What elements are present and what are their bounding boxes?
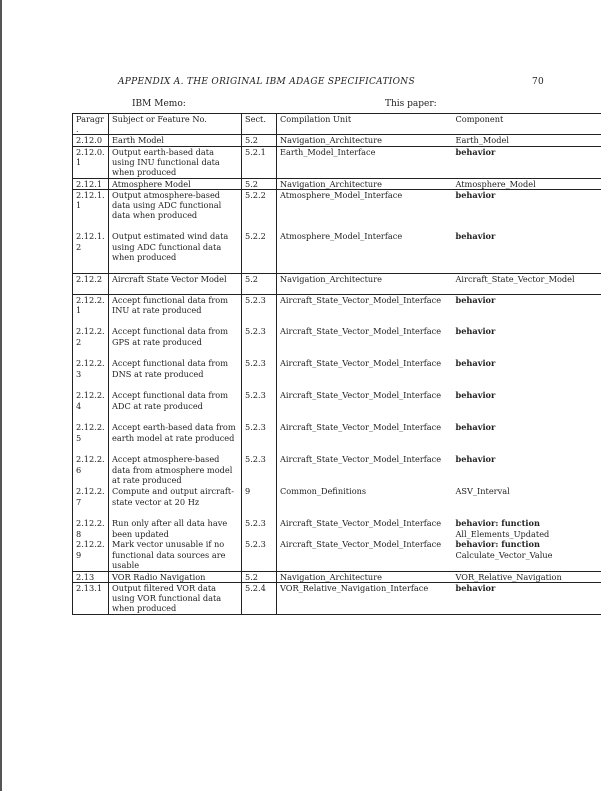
cell-component xyxy=(453,294,601,326)
cell-subject: Mark vector unusable if no functional data sources are usable xyxy=(109,539,242,571)
cell-sect: 5.2.2 xyxy=(242,231,277,273)
cell-paragr: 2.13 xyxy=(73,571,109,582)
component-name: behavior xyxy=(455,454,496,465)
cell-sect: 5.2.1 xyxy=(242,146,277,178)
col-header-sect: Sect. xyxy=(242,114,277,135)
component-name: behavior: function xyxy=(455,539,540,550)
cell-compilation-unit: Navigation_Architecture xyxy=(277,135,453,146)
component-name: behavior xyxy=(455,390,496,401)
cell-compilation-unit: Aircraft_State_Vector_Model_Interface xyxy=(280,454,442,465)
cell-component xyxy=(453,571,601,582)
cell-subject: Compute and output aircraft-state vector at 20 Hz xyxy=(109,486,242,518)
cell-compilation-unit: Navigation_Architecture xyxy=(277,273,453,294)
cell-compilation-unit: Atmosphere_Model_Interface xyxy=(280,189,403,200)
component-function-name: Calculate_Vector_Value xyxy=(455,549,553,560)
cell-sect: 5.2.3 xyxy=(242,518,277,539)
cell-compilation-unit: Aircraft_State_Vector_Model_Interface xyxy=(280,390,442,401)
cell-compilation-unit: VOR_Relative_Navigation_Interface xyxy=(277,583,453,615)
cell-compilation-unit: Aircraft_State_Vector_Model_Interface xyxy=(280,518,442,529)
cell-sect: 5.2.3 xyxy=(242,390,277,422)
cell-paragr: 2.12.1.1 xyxy=(73,189,109,231)
cell-compilation-unit: Atmosphere_Model_Interface xyxy=(277,231,453,273)
cell-component xyxy=(453,326,601,358)
cell-subject: Output earth-based data using INU functional data when produced xyxy=(109,146,242,178)
table-row xyxy=(73,273,601,294)
cell-sect: 5.2.3 xyxy=(242,539,277,571)
cell-component xyxy=(453,189,601,231)
memo-header-row xyxy=(72,99,600,111)
cell-compilation-unit: Navigation_Architecture xyxy=(277,178,453,189)
cell-sect: 9 xyxy=(242,486,277,518)
cell-component xyxy=(453,539,601,571)
table-row xyxy=(73,571,601,582)
col-header-component: Component xyxy=(453,114,601,135)
component-name: behavior xyxy=(455,358,496,369)
ibm-memo-label: IBM Memo: xyxy=(132,99,186,109)
cell-compilation-unit: Navigation_Architecture xyxy=(277,571,453,582)
cell-subject: Accept functional data from INU at rate produced xyxy=(109,294,242,326)
page-edge-line xyxy=(0,0,2,791)
table-row xyxy=(73,486,601,518)
cell-compilation-unit: Aircraft_State_Vector_Model_Interface xyxy=(280,422,442,433)
table-body xyxy=(73,135,601,615)
cell-paragr: 2.12.2.7 xyxy=(73,486,109,518)
component-name: behavior xyxy=(455,146,496,157)
table-row xyxy=(73,326,601,358)
component-name: behavior xyxy=(455,422,496,433)
page-number: 70 xyxy=(531,77,544,87)
cell-compilation-unit: Earth_Model_Interface xyxy=(277,146,453,178)
cell-subject: Output filtered VOR data using VOR functional data when produced xyxy=(109,583,242,615)
cell-paragr: 2.12.2.9 xyxy=(73,539,109,571)
table-row xyxy=(73,539,601,571)
col-header-subject: Subject or Feature No. xyxy=(109,114,242,135)
cell-component xyxy=(453,583,601,615)
cell-paragr: 2.12.2.2 xyxy=(73,326,109,358)
cell-paragr: 2.12.2.5 xyxy=(73,422,109,454)
cell-component xyxy=(453,518,601,539)
cell-sect: 5.2 xyxy=(242,571,277,582)
cell-subject: VOR Radio Navigation xyxy=(109,571,242,582)
table-row xyxy=(73,294,601,326)
component-function-name: All_Elements_Updated xyxy=(455,528,550,539)
component-name: behavior xyxy=(455,189,496,200)
cell-component xyxy=(453,454,601,486)
cell-compilation-unit: Aircraft_State_Vector_Model_Interface xyxy=(277,539,453,571)
table-row xyxy=(73,454,601,486)
specification-table xyxy=(72,113,601,615)
cell-subject: Output atmosphere-based data using ADC functional data when produced xyxy=(109,189,242,231)
table-row xyxy=(73,178,601,189)
component-name: behavior xyxy=(455,583,496,594)
cell-compilation-unit: Aircraft_State_Vector_Model_Interface xyxy=(280,294,442,305)
cell-paragr: 2.12.2.6 xyxy=(73,454,109,486)
component-name: Earth_Model xyxy=(455,135,509,146)
cell-subject: Earth Model xyxy=(109,135,242,146)
cell-component xyxy=(453,273,601,294)
cell-sect: 5.2.3 xyxy=(242,358,277,390)
cell-sect: 5.2 xyxy=(242,178,277,189)
cell-paragr: 2.12.0.1 xyxy=(73,146,109,178)
table-row xyxy=(73,189,601,231)
table-row xyxy=(73,231,601,273)
cell-sect: 5.2.3 xyxy=(242,294,277,326)
table-row xyxy=(73,390,601,422)
cell-component xyxy=(453,231,601,273)
cell-subject: Accept functional data from ADC at rate produced xyxy=(109,390,242,422)
cell-sect: 5.2.3 xyxy=(242,326,277,358)
component-name: VOR_Relative_Navigation xyxy=(455,571,562,582)
cell-subject: Accept functional data from GPS at rate produced xyxy=(109,326,242,358)
cell-component xyxy=(453,390,601,422)
cell-sect: 5.2.3 xyxy=(242,454,277,486)
cell-paragr: 2.12.2.1 xyxy=(73,294,109,326)
table-row xyxy=(73,358,601,390)
cell-subject: Accept earth-based data from earth model at rate produced xyxy=(109,422,242,454)
col-header-unit: Compilation Unit xyxy=(277,114,453,135)
table-header-row xyxy=(73,114,601,135)
cell-subject: Atmosphere Model xyxy=(109,178,242,189)
cell-compilation-unit: Common_Definitions xyxy=(280,486,367,497)
table-row xyxy=(73,518,601,539)
appendix-title: APPENDIX A. THE ORIGINAL IBM ADAGE SPECIFICATIONS xyxy=(118,77,415,87)
cell-paragr: 2.12.2.8 xyxy=(73,518,109,539)
table-row xyxy=(73,583,601,615)
cell-sect: 5.2 xyxy=(242,135,277,146)
cell-sect: 5.2 xyxy=(242,273,277,294)
cell-subject: Run only after all data have been updated xyxy=(109,518,242,539)
component-name: Aircraft_State_Vector_Model xyxy=(455,273,575,284)
this-paper-label: This paper: xyxy=(385,99,437,109)
cell-paragr: 2.12.0 xyxy=(73,135,109,146)
cell-sect: 5.2.3 xyxy=(242,422,277,454)
cell-sect: 5.2.4 xyxy=(242,583,277,615)
component-name: Atmosphere_Model xyxy=(455,178,536,189)
component-name: ASV_Interval xyxy=(455,486,510,497)
col-header-paragr: Paragr. xyxy=(73,114,109,135)
cell-subject: Aircraft State Vector Model xyxy=(109,273,242,294)
cell-compilation-unit: Aircraft_State_Vector_Model_Interface xyxy=(280,326,442,337)
cell-subject: Output estimated wind data using ADC functional data when produced xyxy=(109,231,242,273)
cell-component xyxy=(453,422,601,454)
cell-paragr: 2.12.2.4 xyxy=(73,390,109,422)
component-name: behavior xyxy=(455,294,496,305)
cell-component xyxy=(453,178,601,189)
cell-paragr: 2.13.1 xyxy=(73,583,109,615)
cell-paragr: 2.12.2.3 xyxy=(73,358,109,390)
component-name: behavior: function xyxy=(455,518,540,529)
cell-paragr: 2.12.1 xyxy=(73,178,109,189)
cell-component xyxy=(453,146,601,178)
cell-sect: 5.2.2 xyxy=(242,189,277,231)
table-row xyxy=(73,135,601,146)
component-name: behavior xyxy=(455,231,496,242)
cell-paragr: 2.12.1.2 xyxy=(73,231,109,273)
cell-subject: Accept functional data from DNS at rate produced xyxy=(109,358,242,390)
cell-component xyxy=(453,358,601,390)
cell-subject: Accept atmosphere-based data from atmosphere model at rate produced xyxy=(109,454,242,486)
cell-compilation-unit: Aircraft_State_Vector_Model_Interface xyxy=(280,358,442,369)
page-header xyxy=(118,77,544,91)
table-row xyxy=(73,422,601,454)
table-row xyxy=(73,146,601,178)
cell-paragr: 2.12.2 xyxy=(73,273,109,294)
cell-component xyxy=(453,486,601,518)
cell-component xyxy=(453,135,601,146)
component-name: behavior xyxy=(455,326,496,337)
